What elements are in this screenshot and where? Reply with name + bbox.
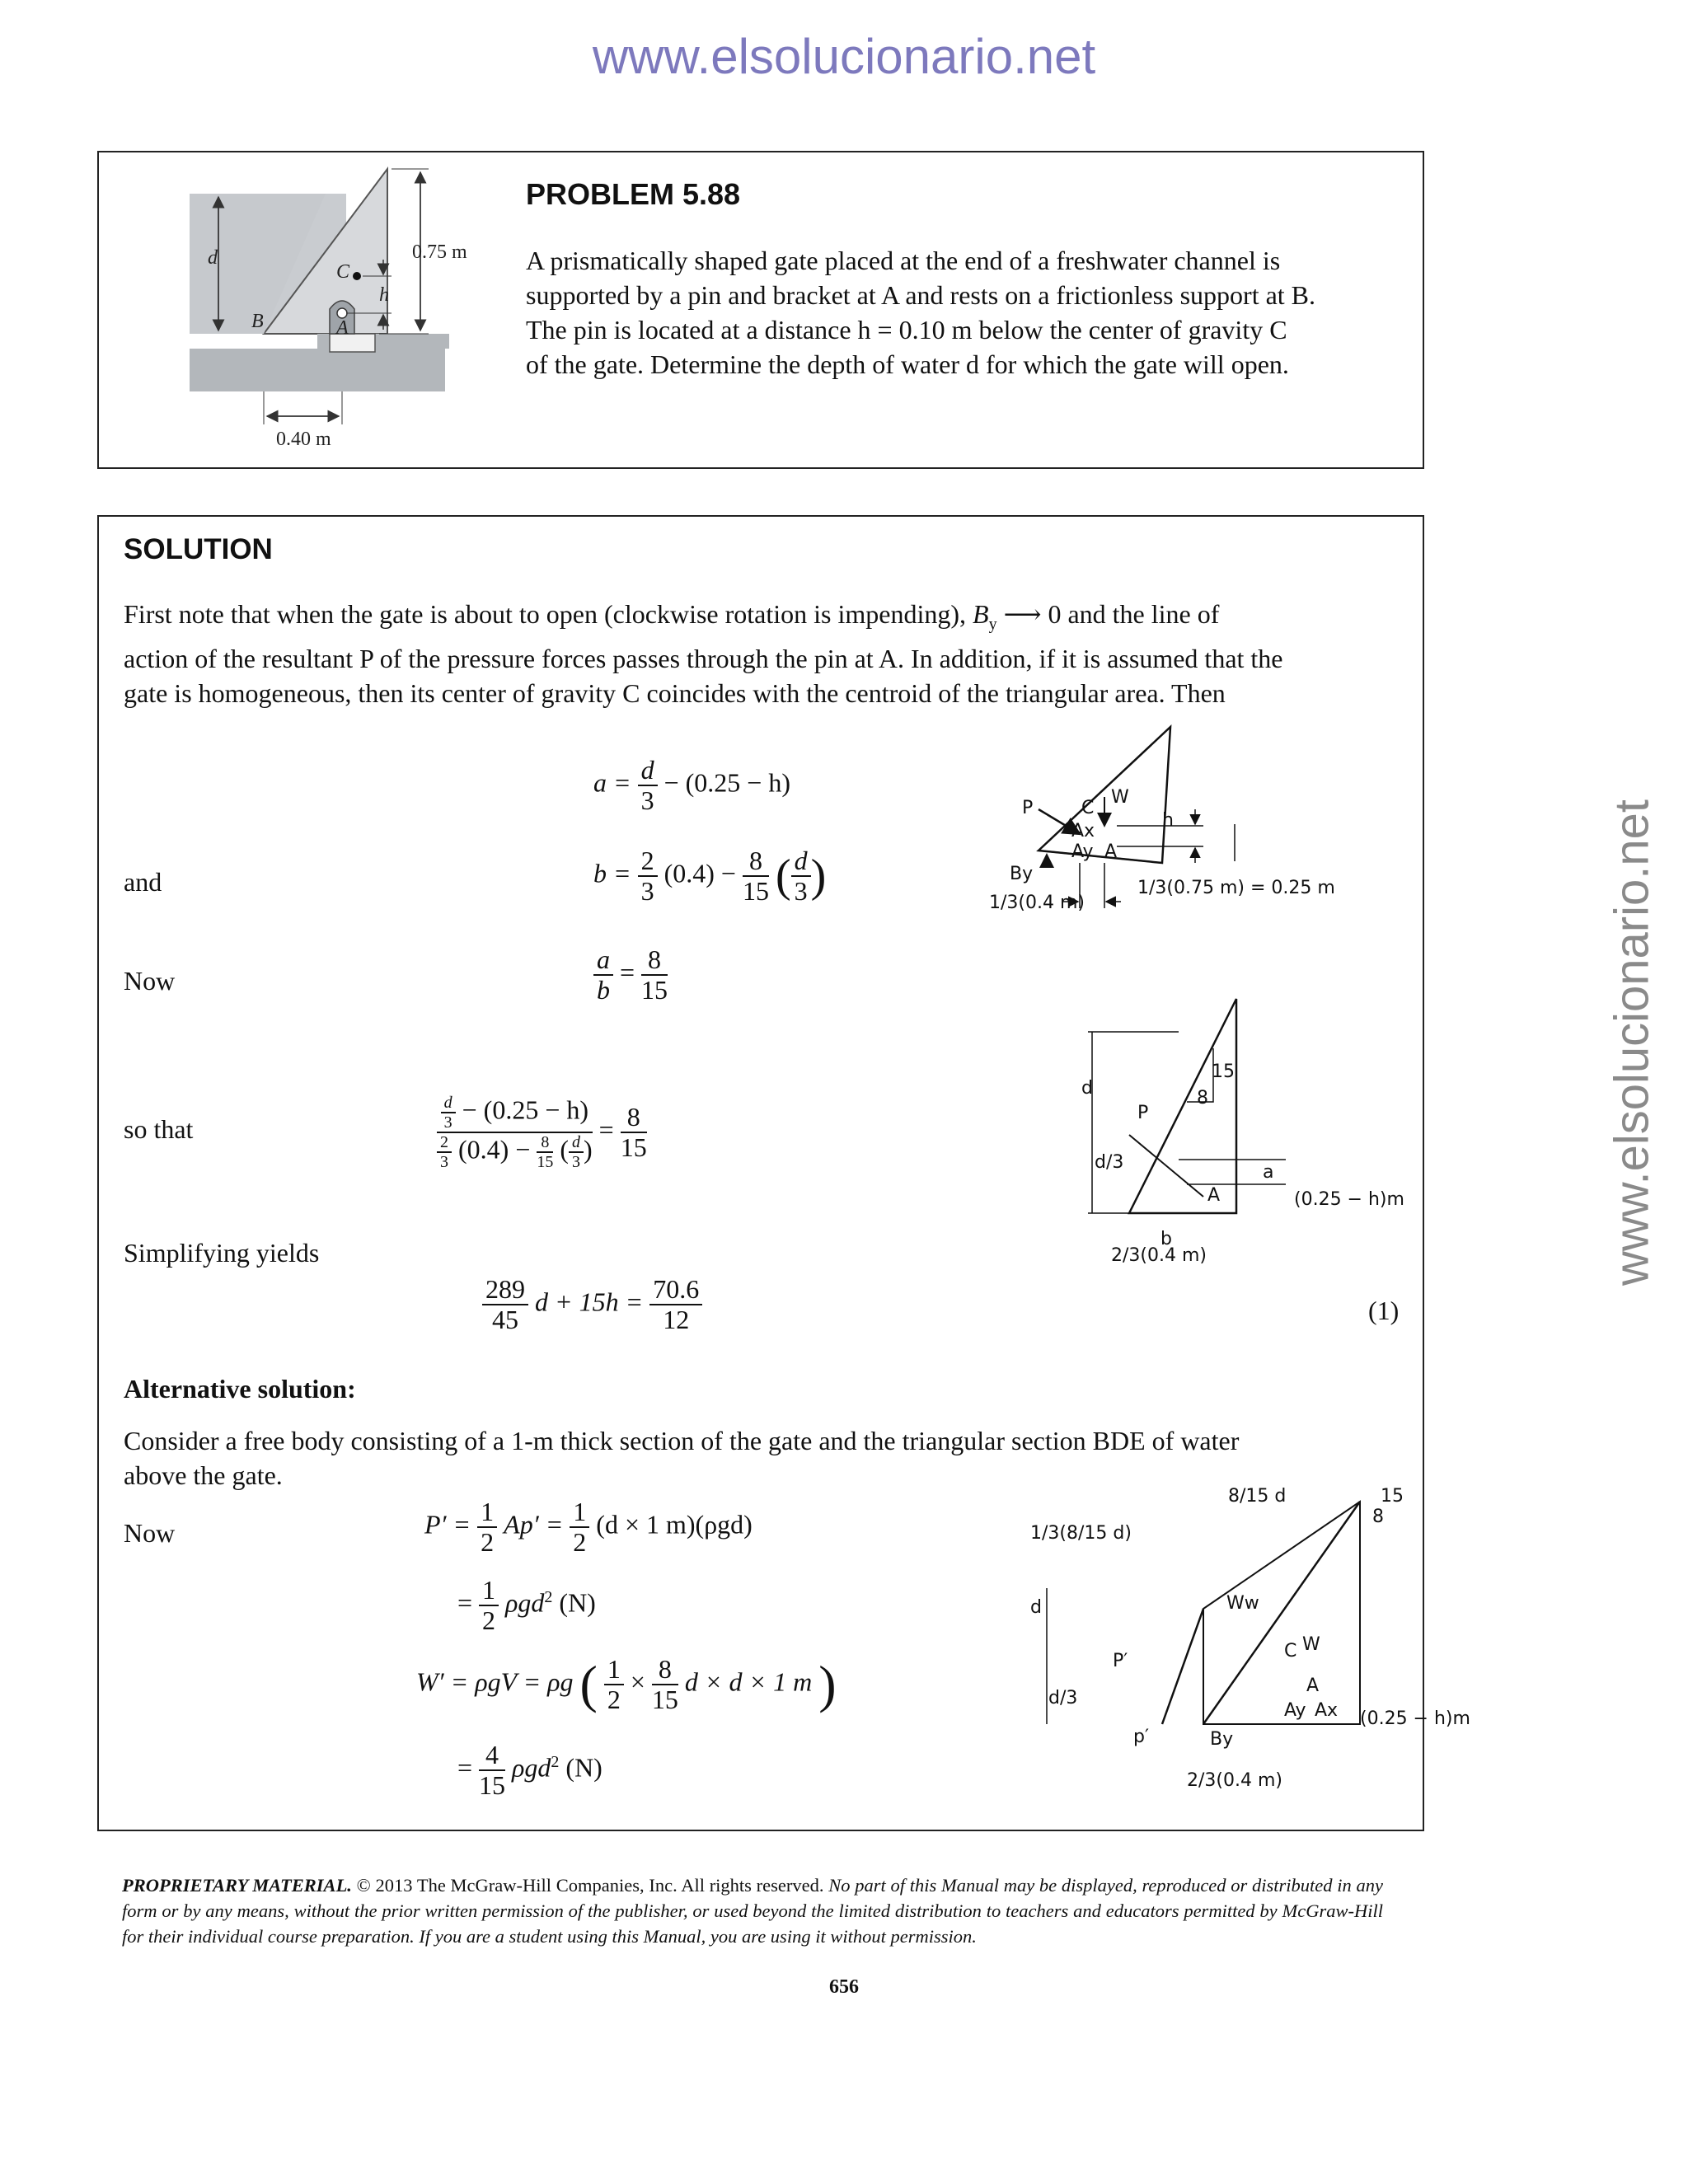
sketch-free-body-3 xyxy=(1022,1477,1470,1798)
s3-Ax: Ax xyxy=(1315,1700,1339,1721)
s1-third-075: 1/3(0.75 m) = 0.25 m xyxy=(1137,878,1335,898)
equation-W-result: = $\frac{4}{15}$ ρgd$^2$ (N) xyxy=(457,1740,603,1801)
s3-Pp: P′ xyxy=(1113,1651,1128,1671)
s2-P-line xyxy=(1129,1135,1203,1197)
equation-so-that: $\frac{d}{3}$ − (0.25 − h) $\frac{2}{3}$ (0.4) − $\frac{8}{15}$ ( $\frac{d}{3}$ ) = $\frac{8}{15}$ xyxy=(437,1094,647,1171)
s3-W: W xyxy=(1302,1634,1320,1655)
alt-heading: Alternative solution: xyxy=(124,1374,356,1404)
alt-text: Consider a free body consisting of a 1-m thick section of the gate and the triangular section BDE of water above the gate. xyxy=(124,1426,1240,1490)
s3-d: d xyxy=(1030,1597,1042,1618)
s1-W: W xyxy=(1111,787,1129,808)
problem-box xyxy=(97,151,1424,469)
s1-h: h xyxy=(1162,810,1174,831)
s3-A: A xyxy=(1306,1675,1320,1696)
solution-box xyxy=(97,515,1470,1831)
s3-dim: (0.25 − h)m xyxy=(1360,1708,1470,1729)
problem-title: PROBLEM 5.88 xyxy=(526,177,741,211)
s3-15: 15 xyxy=(1381,1486,1404,1507)
s2-d: d xyxy=(1081,1078,1093,1099)
equation-a: a = $\frac{d}{3}$ − (0.25 − h) xyxy=(593,755,790,816)
label-so-that: so that xyxy=(124,1114,194,1144)
equation-P-result: = $\frac{1}{2}$ ρgd$^2$ (N) xyxy=(457,1575,596,1636)
s2-8: 8 xyxy=(1197,1088,1208,1108)
label-075: 0.75 m xyxy=(412,241,467,263)
s2-P: P xyxy=(1137,1103,1149,1123)
sketch-free-body-2 xyxy=(1071,999,1434,1266)
solution-intro: First note that when the gate is about to open (clockwise rotation is impending), $B_y$ ⟶ 0 and the line of action of the resultant P of the pressure forces passes through the pin at A. In addition, if it is assumed that the gate is homogeneous, then its center of gravity C coincides with the centroid of the triangular area. Then xyxy=(124,599,1283,709)
label-B: B xyxy=(251,311,264,332)
s3-pp: p′ xyxy=(1133,1727,1149,1747)
s3-Ww: Ww xyxy=(1226,1593,1259,1614)
watermark-top: www.elsolucionario.net xyxy=(592,29,1096,84)
watermark-side: www.elsolucionario.net xyxy=(1605,799,1659,1286)
equation-W: W′ = ρgV = ρg ( $\frac{1}{2}$ × $\frac{8}{15}$ d × d × 1 m ) xyxy=(416,1653,837,1714)
s2-dim-a: (0.25 − h)m xyxy=(1294,1189,1404,1210)
s1-C: C xyxy=(1081,798,1095,818)
s2-two-thirds: 2/3(0.4 m) xyxy=(1111,1245,1207,1266)
page-number: 656 xyxy=(829,1976,859,1998)
s3-By: By xyxy=(1210,1729,1234,1750)
sketch-free-body-1 xyxy=(989,719,1418,916)
label-C: C xyxy=(336,261,350,283)
label-040: 0.40 m xyxy=(276,429,331,450)
s3-8: 8 xyxy=(1372,1507,1384,1527)
ground xyxy=(190,349,445,391)
label-simplifying: Simplifying yields xyxy=(124,1238,320,1268)
s3-top: 1/3(8/15 d) xyxy=(1030,1523,1132,1544)
limit-arrow: ⟶ xyxy=(1003,599,1042,629)
label-d: d xyxy=(208,247,218,269)
pressure-triangle xyxy=(1162,1609,1203,1724)
s1-Ay: Ay xyxy=(1071,841,1094,862)
s2-15: 15 xyxy=(1212,1062,1235,1082)
equation-1: $\frac{289}{45}$ d + 15h = $\frac{70.6}{12}$ xyxy=(482,1275,702,1334)
gate-figure xyxy=(140,169,585,449)
s3-C: C xyxy=(1284,1641,1297,1661)
equation-P: P′ = $\frac{1}{2}$ Ap′ = $\frac{1}{2}$ (d × 1 m)(ρgd) xyxy=(424,1497,753,1558)
label-now: Now xyxy=(124,966,176,996)
label-and: and xyxy=(124,867,162,897)
s1-By: By xyxy=(1010,864,1034,884)
s2-a: a xyxy=(1263,1162,1274,1183)
s2-A: A xyxy=(1207,1185,1221,1206)
center-of-gravity-dot xyxy=(353,272,361,280)
s2-d3: d/3 xyxy=(1095,1152,1124,1173)
s1-third-04: 1/3(0.4 m) xyxy=(989,893,1085,913)
s3-top2: 8/15 d xyxy=(1228,1486,1287,1507)
s1-Ax: Ax xyxy=(1071,821,1095,841)
equation-b: b = $\frac{2}{3}$ (0.4) − $\frac{8}{15}$ ( $\frac{d}{3}$ ) xyxy=(593,846,827,907)
s1-P: P xyxy=(1022,798,1034,818)
solution-title: SOLUTION xyxy=(124,533,273,565)
s1-A: A xyxy=(1104,841,1118,862)
s3-Ay: Ay xyxy=(1284,1700,1306,1721)
s3-two-thirds: 2/3(0.4 m) xyxy=(1187,1770,1282,1791)
label-A: A xyxy=(336,317,349,339)
equation-number: (1) xyxy=(1368,1296,1400,1325)
label-h: h xyxy=(379,284,389,306)
footer-copyright: PROPRIETARY MATERIAL. © 2013 The McGraw-Hill Companies, Inc. All rights reserved. No part of this Manual may be displayed, reproduced or distributed in any form or by any means, without the prior written permission of the publisher, or used beyond the limited distribution to teachers and educators permitted by McGraw-Hill for their individual course preparation. If you are a student using this Manual, you are using it without permission. xyxy=(122,1875,1383,1947)
label-now-2: Now xyxy=(124,1518,176,1548)
problem-text: A prismatically shaped gate placed at the end of a freshwater channel is supported by a pin and bracket at A and rests on a frictionless support at B. The pin is located at a distance h = 0.10 m below the center of gravity C of the gate. Determine the depth of water d for which the gate will open. xyxy=(526,246,1316,379)
s3-d3: d/3 xyxy=(1048,1688,1078,1708)
equation-ratio: $\frac{a}{b}$ = $\frac{8}{15}$ xyxy=(593,945,668,1005)
s2-b: b xyxy=(1160,1229,1172,1249)
